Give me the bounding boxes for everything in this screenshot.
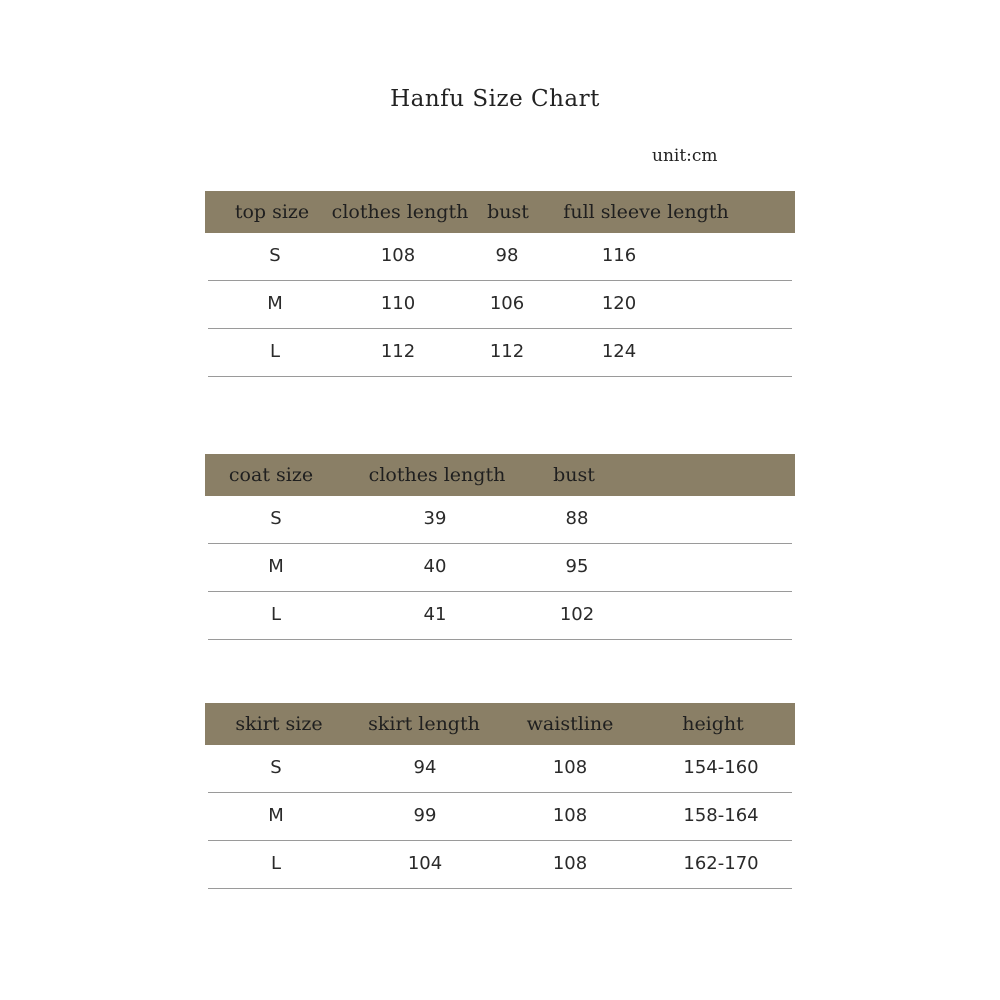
bust-cell: 112 (489, 341, 525, 362)
header-top-size: top size (234, 201, 310, 223)
waistline-cell: 108 (552, 853, 588, 874)
full-sleeve-length-cell: 116 (601, 245, 637, 266)
header-coat-size: coat size (228, 464, 314, 486)
bust-cell: 106 (489, 293, 525, 314)
clothes-length-cell: 112 (380, 341, 416, 362)
clothes-length-cell: 41 (423, 604, 447, 625)
page-title: Hanfu Size Chart (390, 86, 600, 112)
table-row (208, 496, 792, 544)
height-cell: 154-160 (683, 757, 759, 778)
bust-cell: 102 (559, 604, 595, 625)
header-full-sleeve-length: full sleeve length (563, 201, 729, 223)
table-row (208, 841, 792, 889)
clothes-length-cell: 108 (380, 245, 416, 266)
size-cell: L (270, 604, 282, 625)
table-row (208, 281, 792, 329)
coat-size-table (205, 454, 795, 640)
header-bust: bust (553, 464, 595, 486)
table-row (208, 592, 792, 640)
skirt-length-cell: 94 (413, 757, 437, 778)
table-header (205, 703, 795, 745)
table-header (205, 454, 795, 496)
header-waistline: waistline (526, 713, 614, 735)
header-clothes-length: clothes length (368, 464, 506, 486)
clothes-length-cell: 39 (423, 508, 447, 529)
size-cell: S (270, 508, 282, 529)
bust-cell: 88 (565, 508, 589, 529)
table-header (205, 191, 795, 233)
size-cell: S (270, 757, 282, 778)
size-cell: L (269, 341, 281, 362)
size-cell: L (270, 853, 282, 874)
table-row (208, 793, 792, 841)
size-cell: M (268, 556, 284, 577)
height-cell: 162-170 (683, 853, 759, 874)
header-skirt-length: skirt length (368, 713, 480, 735)
waistline-cell: 108 (552, 757, 588, 778)
clothes-length-cell: 110 (380, 293, 416, 314)
bust-cell: 98 (495, 245, 519, 266)
table-row (208, 544, 792, 592)
unit-label: unit:cm (652, 146, 718, 166)
full-sleeve-length-cell: 124 (601, 341, 637, 362)
clothes-length-cell: 40 (423, 556, 447, 577)
height-cell: 158-164 (683, 805, 759, 826)
skirt-length-cell: 99 (413, 805, 437, 826)
skirt-size-table (205, 703, 795, 889)
size-cell: M (268, 805, 284, 826)
table-row (208, 329, 792, 377)
bust-cell: 95 (565, 556, 589, 577)
skirt-length-cell: 104 (407, 853, 443, 874)
header-bust: bust (487, 201, 529, 223)
header-skirt-size: skirt size (235, 713, 323, 735)
size-cell: S (269, 245, 281, 266)
header-height: height (682, 713, 744, 735)
header-clothes-length: clothes length (331, 201, 469, 223)
waistline-cell: 108 (552, 805, 588, 826)
table-row (208, 745, 792, 793)
top-size-table (205, 191, 795, 377)
size-cell: M (267, 293, 283, 314)
table-row (208, 233, 792, 281)
full-sleeve-length-cell: 120 (601, 293, 637, 314)
